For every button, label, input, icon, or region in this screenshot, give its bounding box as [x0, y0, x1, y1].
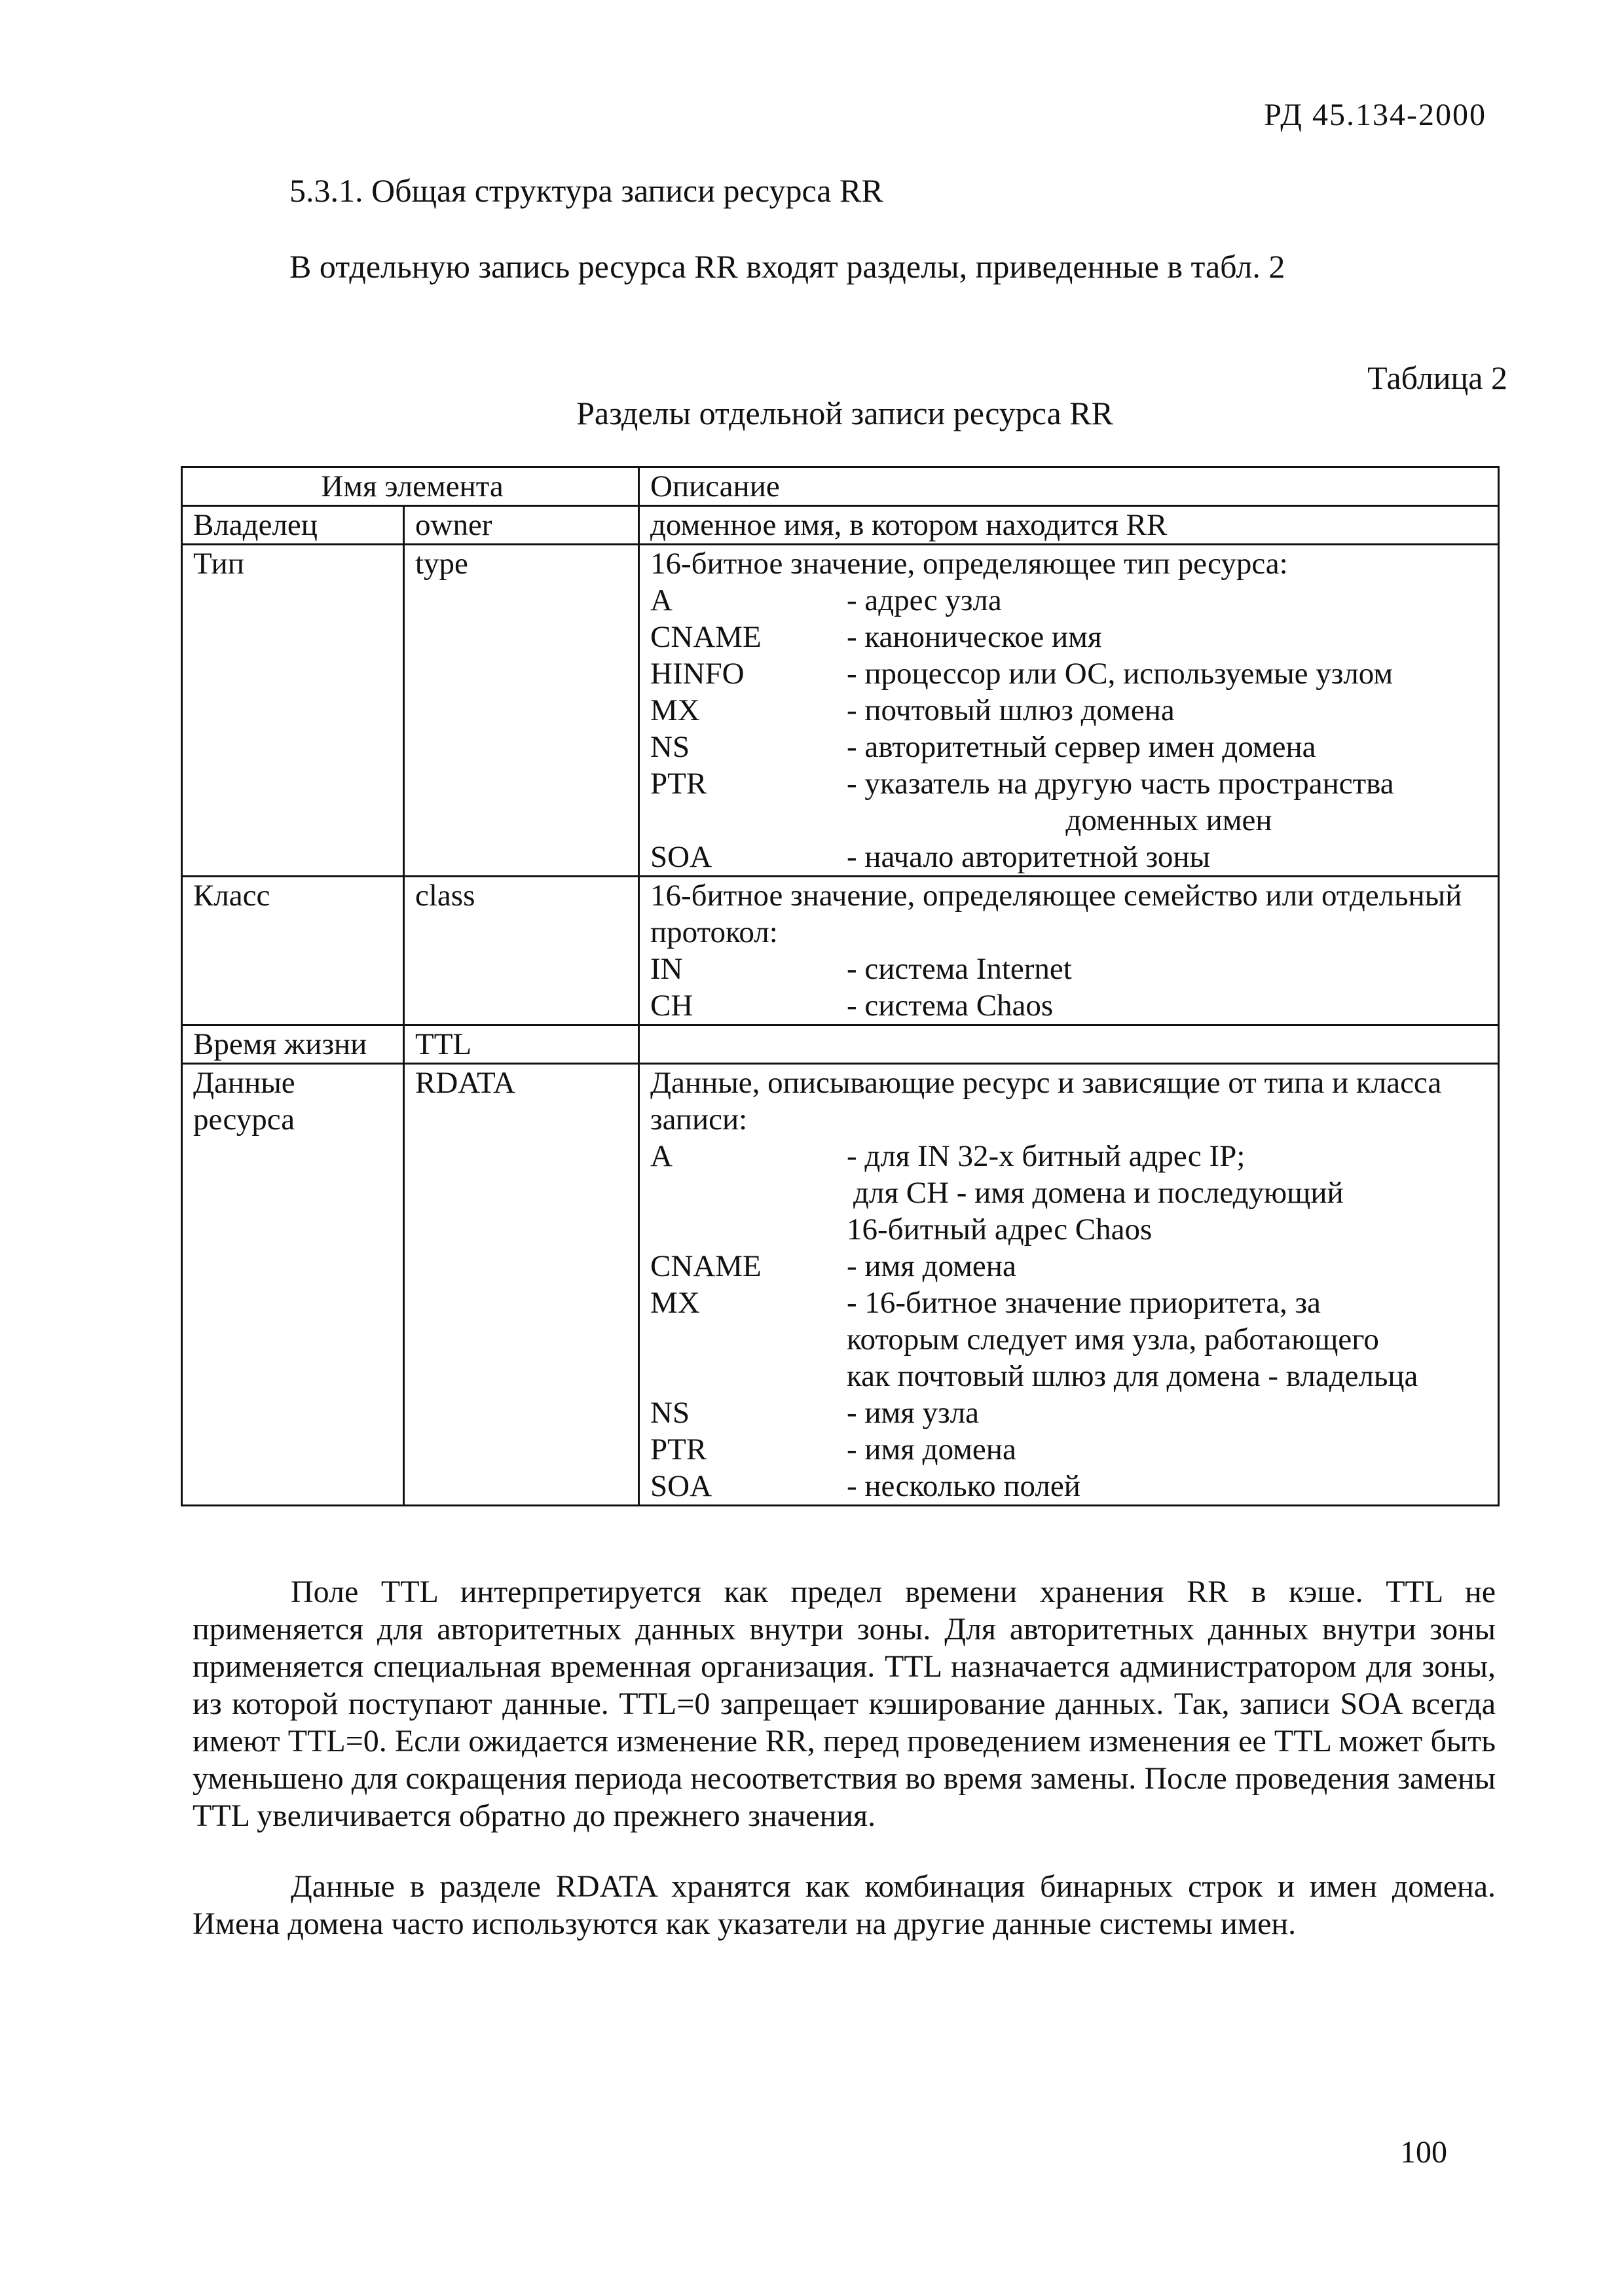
- table-row: [182, 1025, 1499, 1064]
- row-name-ru: Класс: [182, 877, 404, 1025]
- subitem-code: [650, 1211, 847, 1248]
- description-lead: 16-битное значение, определяющее тип ресурса:: [650, 547, 1288, 581]
- row-description: доменное имя, в котором находится RR: [639, 506, 1499, 545]
- section-heading: 5.3.1. Общая структура записи ресурса RR: [289, 172, 883, 209]
- row-name-ru: Тип: [182, 545, 404, 877]
- row-name-en: TTL: [404, 1025, 639, 1064]
- subitem-code: PTR: [650, 1432, 707, 1467]
- subitem-code: MX: [650, 1286, 700, 1320]
- subitem-desc: - почтовый шлюз домена: [847, 693, 1175, 727]
- subitem-desc: - система Chaos: [847, 989, 1054, 1023]
- subitem-desc: 16-битный адрес Chaos: [847, 1212, 1153, 1247]
- table-number-label: Таблица 2: [1367, 359, 1507, 396]
- row-name-en: type: [404, 545, 639, 877]
- subitem-code: IN: [650, 952, 683, 986]
- table-header-row: [182, 467, 1499, 506]
- document-code: РД 45.134-2000: [1264, 98, 1486, 132]
- subitem-desc: доменных имен: [1065, 803, 1272, 837]
- row-name-ru: Время жизни: [182, 1025, 404, 1064]
- row-name-ru: Данные ресурса: [182, 1064, 404, 1506]
- subitem-code: MX: [650, 693, 700, 727]
- subitem-code: [650, 1358, 847, 1394]
- subitem-desc: - 16-битное значение приоритета, за: [847, 1286, 1321, 1320]
- subitem-list: [650, 1138, 1491, 1504]
- subitem-desc: - для IN 32-х битный адрес IP;: [847, 1139, 1246, 1173]
- subitem-desc: - имя домена: [847, 1249, 1016, 1283]
- subitem-code: PTR: [650, 767, 707, 801]
- row-description: [639, 877, 1499, 1025]
- row-description: [639, 1025, 1499, 1064]
- subitem-list: [650, 582, 1491, 875]
- subitem-code: NS: [650, 1396, 690, 1430]
- subitem-code: HINFO: [650, 657, 745, 691]
- table-row: [182, 1064, 1499, 1506]
- rdata-paragraph: Данные в разделе RDATA хранятся как комбинация бинарных строк и имен домена. Имена домена часто используются как указатели на другие данные системы имен.: [193, 1869, 1496, 1941]
- subitem-code: CH: [650, 989, 693, 1023]
- table-row: [182, 506, 1499, 545]
- row-name-ru: Владелец: [182, 506, 404, 545]
- subitem-code: SOA: [650, 1469, 712, 1503]
- subitem-code: A: [650, 1139, 673, 1173]
- row-name-en: class: [404, 877, 639, 1025]
- subitem-desc: - имя узла: [847, 1396, 980, 1430]
- subitem-desc: - несколько полей: [847, 1469, 1080, 1503]
- description-lead: 16-битное значение, определяющее семейство или отдельный протокол:: [650, 879, 1462, 949]
- subitem-code: A: [650, 583, 673, 617]
- subitem-desc: - адрес узла: [847, 583, 1002, 617]
- subitem-desc: - указатель на другую часть пространства: [847, 767, 1394, 801]
- subitem-desc: для CH - имя домена и последующий: [853, 1176, 1344, 1210]
- subitem-code: CNAME: [650, 620, 762, 654]
- row-name-en: owner: [404, 506, 639, 545]
- subitem-desc: - процессор или ОС, используемые узлом: [847, 657, 1393, 691]
- table-row: [182, 877, 1499, 1025]
- subitem-code: CNAME: [650, 1249, 762, 1283]
- subitem-desc: - система Internet: [847, 952, 1072, 986]
- header-element-name: Имя элемента: [182, 467, 639, 506]
- subitem-desc: - каноническое имя: [847, 620, 1102, 654]
- subitem-code: [650, 1175, 847, 1211]
- subitem-code: [650, 1321, 847, 1358]
- subitem-code: SOA: [650, 840, 712, 874]
- intro-text: В отдельную запись ресурса RR входят разделы, приведенные в табл. 2: [289, 248, 1285, 285]
- ttl-paragraph: Поле TTL интерпретируется как предел времени хранения RR в кэше. TTL не применяется для авторитетных данных внутри зоны. Для авторитетных данных внутри зоны применяется специальная временная организация. TTL назначается администратором для зоны, из которой поступают данные. TTL=0 запрещает кэширование данных. Так, записи SOA всегда имеют TTL=0. Если ожидается изменение RR, перед проведением изменения ее TTL может быть уменьшено для сокращения периода несоответствия во время замены. После проведения замены TTL увеличивается обратно до прежнего значения.: [193, 1575, 1496, 1833]
- subitem-code: [650, 802, 847, 839]
- subitem-list: [650, 951, 1491, 1024]
- subitem-desc: - начало авторитетной зоны: [847, 840, 1211, 874]
- subitem-desc: - имя домена: [847, 1432, 1016, 1467]
- rr-sections-table: [181, 466, 1500, 1506]
- subitem-code: NS: [650, 730, 690, 764]
- row-name-en: RDATA: [404, 1064, 639, 1506]
- row-description: [639, 545, 1499, 877]
- subitem-desc: как почтовый шлюз для домена - владельца: [847, 1359, 1418, 1393]
- subitem-desc: - авторитетный сервер имен домена: [847, 730, 1316, 764]
- header-description: Описание: [639, 467, 1499, 506]
- row-description: [639, 1064, 1499, 1506]
- description-lead: Данные, описывающие ресурс и зависящие от типа и класса записи:: [650, 1066, 1442, 1137]
- table-caption: Разделы отдельной записи ресурса RR: [576, 395, 1113, 431]
- table-row: [182, 545, 1499, 877]
- subitem-desc: которым следует имя узла, работающего: [847, 1322, 1379, 1357]
- page-number: 100: [1400, 2135, 1447, 2170]
